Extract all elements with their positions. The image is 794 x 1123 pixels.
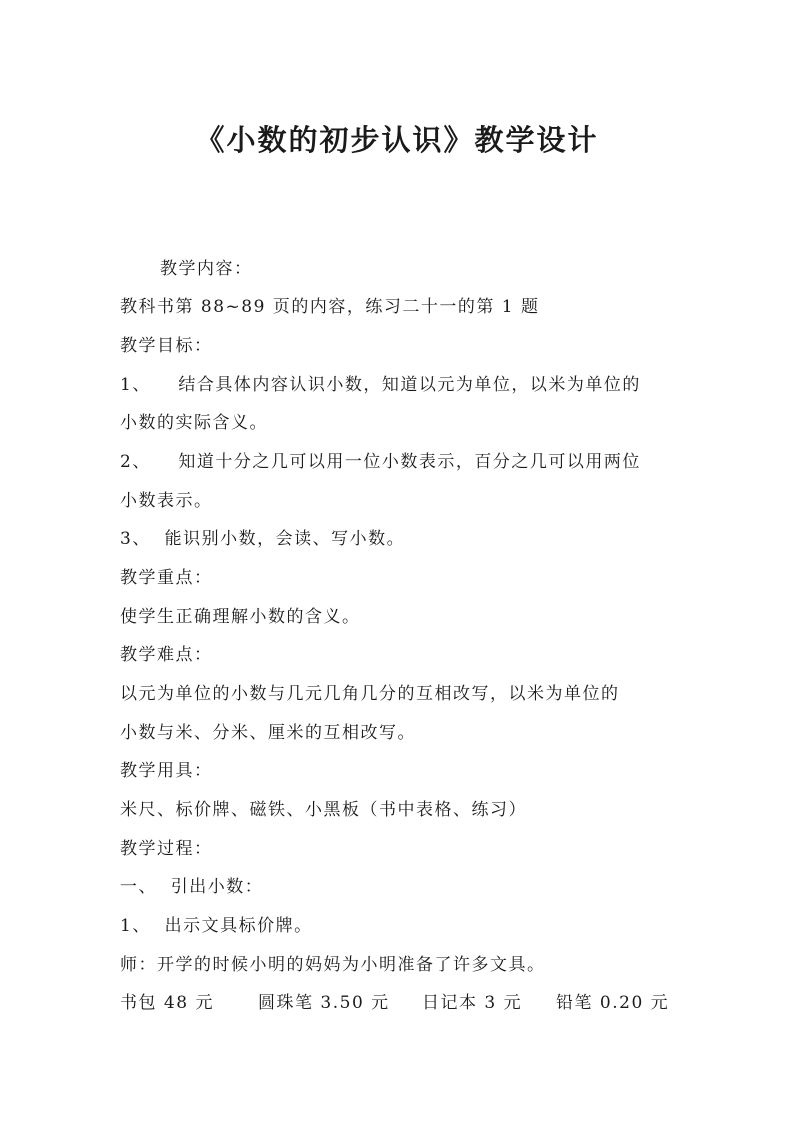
price-tag-pencil: 铅笔 0.20 元 [556, 993, 670, 1013]
price-tag-pen: 圆珠笔 3.50 元 [258, 993, 390, 1013]
price-tag-schoolbag: 书包 48 元 [120, 993, 214, 1013]
paragraph-line: 米尺、标价牌、磁铁、小黑板（书中表格、练习） [120, 800, 527, 820]
objective-item-1: 1、 结合具体内容认识小数，知道以元为单位，以米为单位的 [120, 375, 641, 395]
paragraph-line: 小数与米、分米、厘米的互相改写。 [120, 723, 416, 743]
document-title: 《小数的初步认识》教学设计 [195, 123, 599, 157]
objective-item-3: 3、 能识别小数，会读、写小数。 [120, 529, 406, 549]
objective-item-2-cont: 小数表示。 [120, 491, 213, 511]
process-step-item: 1、 出示文具标价牌。 [120, 916, 313, 936]
section-heading-difficulties: 教学难点： [120, 645, 213, 665]
process-step-heading: 一、 引出小数： [120, 877, 264, 897]
section-heading-process: 教学过程： [120, 839, 213, 859]
paragraph-line: 师：开学的时候小明的妈妈为小明准备了许多文具。 [120, 955, 546, 975]
objective-item-2: 2、 知道十分之几可以用一位小数表示，百分之几可以用两位 [120, 452, 641, 472]
section-heading-objectives: 教学目标： [120, 336, 213, 356]
section-heading-content: 教学内容： [160, 259, 253, 279]
section-heading-key-points: 教学重点： [120, 568, 213, 588]
paragraph-line: 以元为单位的小数与几元几角几分的互相改写，以米为单位的 [120, 684, 620, 704]
objective-item-1-cont: 小数的实际含义。 [120, 413, 268, 433]
price-tag-diary: 日记本 3 元 [422, 993, 523, 1013]
paragraph-line: 使学生正确理解小数的含义。 [120, 607, 361, 627]
section-heading-tools: 教学用具： [120, 761, 213, 781]
paragraph-line: 教科书第 88~89 页的内容，练习二十一的第 1 题 [120, 297, 540, 317]
